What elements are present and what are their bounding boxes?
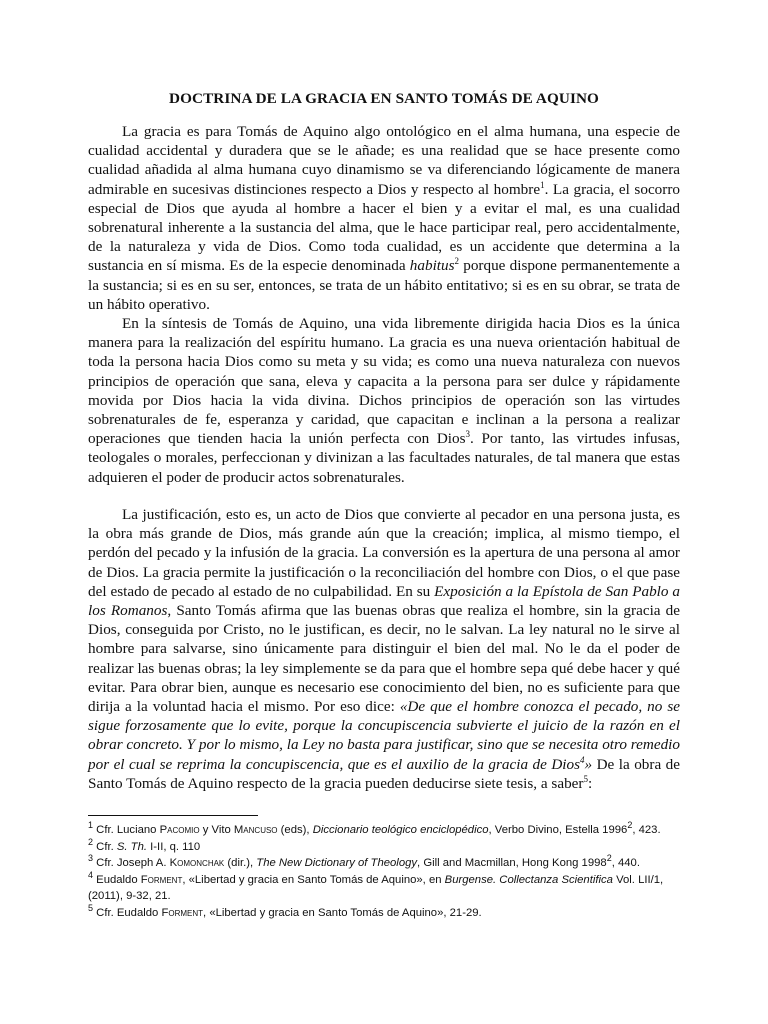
footnote-text: y Vito: [199, 824, 234, 836]
footnote-number: 5: [88, 903, 94, 914]
footnote-text: , 423.: [632, 824, 661, 836]
footnote-5: [88, 905, 688, 922]
footnote-text: , 440.: [611, 857, 640, 870]
footnote-text: Cfr.: [93, 840, 117, 853]
footnote-text: , «Libertad y gracia en Santo Tomás de Aquino», en: [182, 873, 445, 886]
footnote-text: (dir.),: [224, 857, 257, 870]
footnote-ref-2[interactable]: 2: [454, 256, 460, 267]
paragraph-text: La gracia es para Tomás de Aquino algo ontológico en el alma humana, una especie de cualidad accidental y duradera que se le añade; es una realidad que se hace presente como cualidad añadida al alma humana cuyo dinamismo se va diferenciando lógicamente de manera admirable en sucesivas distinciones respecto a Dios y respecto al hombre: [88, 123, 680, 198]
footnote-ref-3[interactable]: 3: [465, 429, 471, 440]
paragraph-text: La justificación, esto es, un acto de Dios que convierte al pecador en una persona justa, es la obra más grande de Dios, más grande aún que la creación; implica, al mismo tiempo, el perdón del pecado y la infusión de la gracia. La conversión es la apertura de una persona al amor de Dios. La gracia permite la justificación o la reconciliación del hombre con Dios, o el que pase del estado de pecado al estado de no culpabilidad. En su: [88, 506, 680, 600]
paragraph-1: [88, 122, 680, 314]
footnote-2: [88, 836, 688, 856]
footnote-separator: [88, 815, 258, 816]
paragraph-text: porque dispone permanentemente a la sustancia; si es en su ser, entonces, se trata de un hábito entitativo; si es en su obrar, se trata de un hábito operativo.: [88, 257, 681, 313]
footnote-ref-1[interactable]: 1: [540, 179, 545, 190]
paragraph-text: De la obra de Santo Tomás de Aquino respecto de la gracia pueden deducirse siete tesis, a saber: [88, 755, 680, 792]
paragraph-3: [88, 505, 680, 793]
book-title: S. Th.: [116, 840, 148, 853]
footnote-text: I-II, q. 110: [147, 840, 201, 853]
edition-number: 2: [606, 853, 612, 864]
paragraph-2: [88, 314, 680, 487]
footnote-text: Eudaldo: [93, 873, 141, 886]
paragraph-text: , Santo Tomás afirma que las buenas obras que realiza el hombre, sin la gracia de Dios, conseguida por Cristo, no le justifican, es decir, no le salvan. La ley natural no le sirve al hombre para salvarse, sino únicamente para distinguir el bien del mal. No le da el poder de realizar las buenas obras; la ley simplemente se da para que el hombre sepa qué debe hacer y qué evitar. Para obrar bien, aunque es necesario ese conocimiento del bien, no es suficiente para que dirija a la voluntad hacia el mismo. Por eso dice:: [88, 602, 680, 716]
footnote-number: 4: [88, 870, 94, 881]
footnote-text: , «Libertad y gracia en Santo Tomás de Aquino», 21-29.: [203, 906, 482, 919]
author-surname: Komonchak: [169, 857, 225, 870]
paragraph-text: En la síntesis de Tomás de Aquino, una vida libremente dirigida hacia Dios es la única manera para la realización del espíritu humano. La gracia es una nueva orientación habitual de toda la persona hacia Dios como su meta y su vida; es como una nueva naturaleza con nuevos principios de operación que sana, eleva y capacita a la persona para ser dulce y rápidamente movida por Dios hacia la vida divina. Dichos principios de operación son las virtudes sobrenaturales de fe, esperanza y caridad, que capacitan e inclinan a la persona a realizar operaciones que tienden hacia la unión perfecta con Dios: [88, 315, 680, 448]
term-habitus: habitus: [409, 257, 455, 275]
footnote-text: Cfr. Joseph A.: [93, 857, 170, 870]
author-surname: Forment: [161, 906, 204, 919]
footnote-text: Vol. LII/1, (2011), 9-32, 21.: [88, 873, 664, 903]
quotation-text: «De que el hombre conozca el pecado, no se sigue forzosamente que lo evite, porque la concupiscencia subvierte el juicio de la razón en el obrar concreto. Y por lo mismo, la Ley no basta para justificar, sino que se necesita otro remedio por el cual se reprima la concupiscencia, que es el auxilio de la gracia de Dios: [88, 698, 681, 773]
footnote-text: Cfr. Luciano: [93, 824, 160, 836]
book-title: The New Dictionary of Theology: [256, 857, 418, 870]
paragraph-text: . La gracia, el socorro especial de Dios que ayuda al hombre a hacer el bien y a evitar el mal, es una cualidad sobrenatural inherente a la sustancia del alma, que le hace participar real, pero accidentalmente, de la naturaleza y vida de Dios. Como toda cualidad, es un accidente que determina a la sustancia en sí misma. Es de la especie denominada: [88, 180, 680, 275]
footnote-number: 2: [88, 836, 94, 847]
book-title: Diccionario teológico enciclopédico: [312, 824, 489, 836]
footnote-ref-4[interactable]: 4: [580, 754, 585, 765]
journal-title: Burgense. Collectanza Scientifica: [444, 873, 613, 886]
paragraph-text: . Por tanto, las virtudes infusas, teologales o morales, perfeccionan y divinizan a las facultades naturales, de tal manera que estas adquieren el poder de producir actos sobrenaturales.: [88, 430, 681, 486]
author-surname: Pacomio: [159, 824, 200, 836]
author-surname: Forment: [140, 873, 183, 886]
footnote-ref-5[interactable]: 5: [583, 773, 588, 784]
author-surname: Mancuso: [233, 824, 278, 836]
quotation-close: »: [584, 755, 593, 773]
paragraph-text: :: [587, 774, 593, 792]
footnotes: [88, 822, 688, 922]
footnote-text: , Verbo Divino, Estella 1996: [488, 824, 628, 836]
work-title: Exposición a la Epístola de San Pablo a los Romanos: [88, 582, 680, 620]
page-title: DOCTRINA DE LA GRACIA EN SANTO TOMÁS DE AQUINO: [169, 90, 599, 107]
footnote-number: 1: [88, 820, 94, 831]
edition-number: 2: [627, 820, 633, 831]
footnote-text: , Gill and Macmillan, Hong Kong 1998: [417, 857, 607, 870]
footnote-text: Cfr. Eudaldo: [93, 906, 162, 919]
footnote-4: [88, 872, 688, 905]
footnote-3: [88, 855, 688, 872]
footnote-number: 3: [88, 853, 94, 864]
footnote-1: [88, 822, 688, 839]
footnote-text: (eds),: [277, 824, 313, 836]
